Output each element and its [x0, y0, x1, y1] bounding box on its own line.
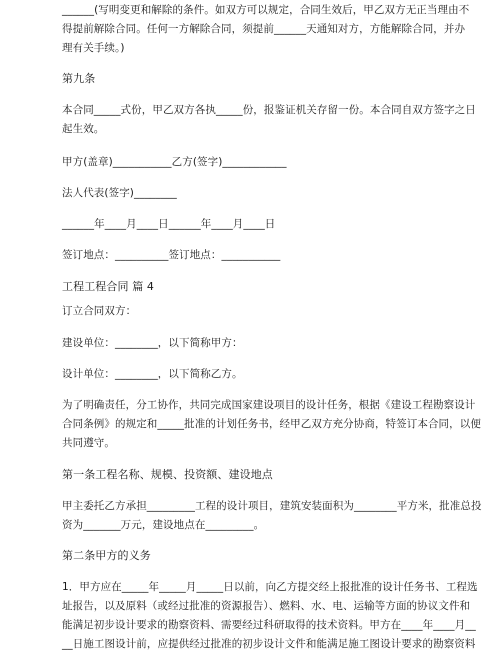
paragraph-line: 址报告，以及原料（或经过批准的资源报告）、燃料、水、电、运输等方面的协议文件和	[62, 600, 471, 612]
paragraph-line: 法人代表(签字)________	[62, 187, 177, 199]
paragraph-line: 订立合同双方：	[62, 305, 137, 317]
paragraph-line: ______(写明变更和解除的条件。如双方可以规定，合同生效后，甲乙双方无正当理由不	[62, 4, 470, 16]
paragraph-line: 得提前解除合同。任何一方解除合同，须提前______天通知对方，方能解除合同，并办	[62, 23, 466, 35]
paragraph-line: 为了明确责任，分工协作，共同完成国家建设项目的设计任务，根据《建设工程勘察设计	[62, 399, 476, 411]
paragraph-line: 建设单位：________，以下简称甲方：	[62, 337, 243, 349]
paragraph-line: 本合同_____式份，甲乙双方各执_____份，报鉴证机关存留一份。本合同自双方签字之日	[62, 104, 476, 116]
section-heading: 第一条工程名称、规模、投资额、建设地点	[62, 468, 273, 481]
paragraph-line: 合同条例》的规定和_____批准的计划任务书，经甲乙双方充分协商，特签订本合同，以便	[62, 418, 481, 430]
paragraph-line: 甲方(盖章)___________乙方(签字)____________	[62, 156, 287, 168]
paragraph-line: 资为_______万元，建设地点在_________。	[62, 519, 265, 531]
section-heading: 第二条甲方的义务	[62, 549, 151, 562]
paragraph-line: 共同遵守。	[62, 437, 115, 449]
paragraph-line: ______年____月____日______年____月____日	[62, 218, 276, 230]
paragraph-line: 理有关手续。)	[62, 42, 125, 54]
section-heading: 第九条	[62, 72, 96, 85]
paragraph-line: 签订地点：__________签订地点：___________	[62, 249, 281, 261]
paragraph-line: __日施工图设计前，应提供经过批准的初步设计文件和能满足施工图设计要求的勘察资料	[62, 638, 476, 650]
section-heading: 工程工程合同 篇 4	[62, 280, 154, 293]
paragraph-line: 能满足初步设计要求的勘察资料、需要经过科研取得的技术资料。甲方在____年____月__	[62, 619, 476, 631]
paragraph-line: 甲主委托乙方承担_________工程的设计项目，建筑安装面积为________平方米，批准总投	[62, 500, 482, 512]
paragraph-line: 起生效。	[62, 123, 105, 135]
paragraph-line: 1．甲方应在_____年_____月_____日以前，向乙方提交经上报批准的设计任务书、工程选	[62, 581, 478, 593]
paragraph-line: 设计单位：________，以下简称乙方。	[62, 368, 243, 380]
